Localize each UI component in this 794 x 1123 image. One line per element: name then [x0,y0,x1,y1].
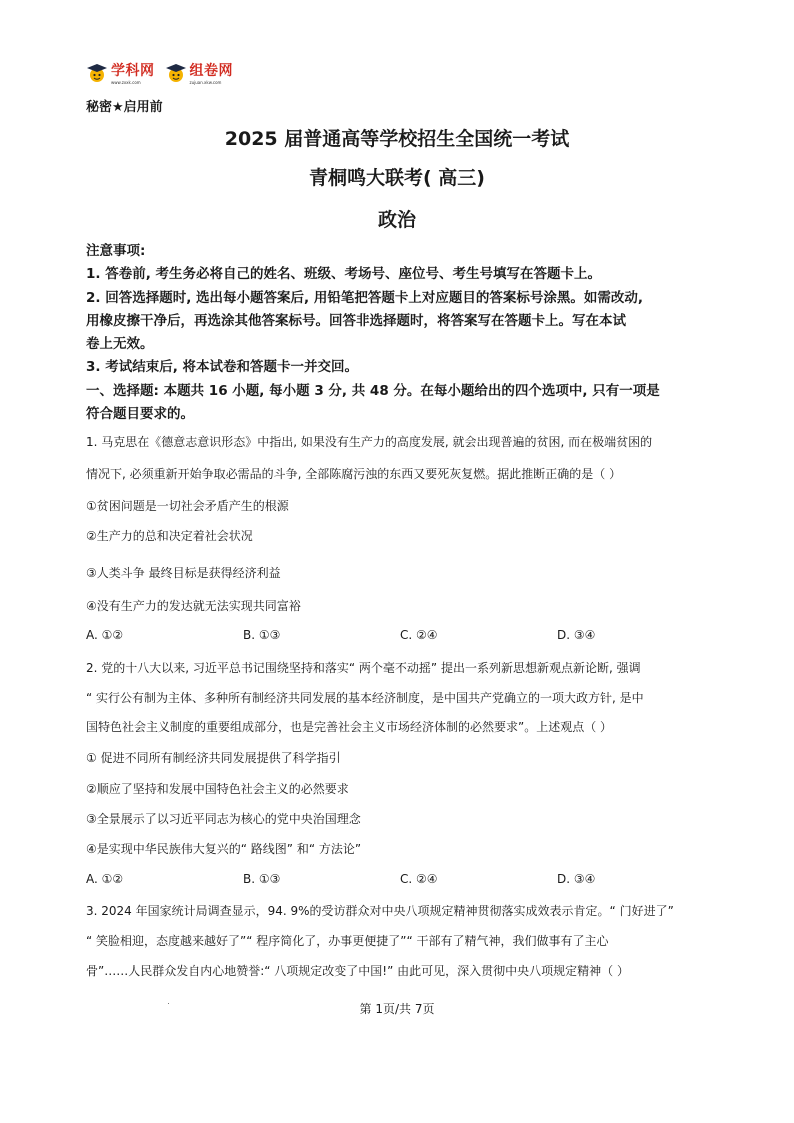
question-2-text: 2. 党的十八大以来, 习近平总书记围绕坚持和落实“ 两个毫不动摇” 提出一系列新思想新观点新论断, 强调 [86,661,641,675]
question-2-statement: ④是实现中华民族伟大复兴的“ 路线图” 和“ 方法论” [86,842,362,856]
page-number: 第 1页/共 7页 [359,1002,435,1016]
subject-title: 政治 [377,209,416,231]
option-c: C. ②④ [400,628,438,642]
option-a: A. ①② [86,628,124,642]
question-2-statement: ②顺应了坚持和发展中国特色社会主义的必然要求 [86,782,349,796]
option-b: B. ①③ [243,872,281,886]
notice-item: 3. 考试结束后, 将本试卷和答题卡一并交回。 [86,359,359,376]
question-1-statement: ④没有生产力的发达就无法实现共同富裕 [86,599,301,613]
logo-url: www.zxxk.com [111,80,141,85]
header-logos [86,63,233,85]
notice-item: 2. 回答选择题时, 选出每小题答案后, 用铅笔把答题卡上对应题目的答案标号涂黑。如需改动, [86,289,644,306]
graduate-cap-icon [165,63,187,83]
notice-heading: 注意事项: [86,243,146,259]
question-2-options [86,872,714,886]
option-c: C. ②④ [400,872,438,886]
question-3-text: 骨”……人民群众发自内心地赞誉:“ 八项规定改变了中国!” 由此可见，深入贯彻中央八项规定精神（ ） [86,964,629,978]
section-heading: 符合题目要求的。 [86,406,194,423]
logo-name: 学科网 [111,63,155,79]
zxxk-logo [86,63,155,85]
question-2-text: “ 实行公有制为主体、多种所有制经济共同发展的基本经济制度，是中国共产党确立的一项大政方针, 是中 [86,691,644,705]
logo-name: 组卷网 [189,63,233,79]
notice-item: 1. 答卷前, 考生务必将自己的姓名、班级、考场号、座位号、考生号填写在答题卡上。 [86,266,602,283]
question-1-statement: ①贫困问题是一切社会矛盾产生的根源 [86,499,289,513]
graduate-cap-icon [86,63,108,83]
option-d: D. ③④ [557,628,596,642]
question-1-statement: ③人类斗争 最终目标是获得经济利益 [86,566,281,580]
section-heading: 一、选择题: 本题共 16 小题, 每小题 3 分, 共 48 分。在每小题给出的四个选项中, 只有一项是 [86,382,660,399]
notice-item: 卷上无效。 [86,336,154,353]
question-2-statement: ③全景展示了以习近平同志为核心的党中央治国理念 [86,812,361,826]
question-1-text: 1. 马克思在《德意志意识形态》中指出, 如果没有生产力的高度发展, 就会出现普遍的贫困, 而在极端贫困的 [86,435,653,449]
question-2-text: 国特色社会主义制度的重要组成部分，也是完善社会主义市场经济体制的必然要求”。上述观点（ ） [86,720,613,734]
question-2-statement: ① 促进不同所有制经济共同发展提供了科学指引 [86,751,341,765]
notice-section [86,240,716,426]
exam-subtitle: 青桐鸣大联考( 高三) [309,167,485,189]
notice-item: 用橡皮擦干净后，再选涂其他答案标号。回答非选择题时，将答案写在答题卡上。写在本试 [86,312,626,329]
question-3-text: “ 笑脸相迎，态度越来越好了”“ 程序简化了，办事更便捷了”“ 干部有了精气神，我们做事有了主心 [86,934,609,948]
confidential-label: 秘密★启用前 [86,100,163,115]
question-1-statement: ②生产力的总和决定着社会状况 [86,529,253,543]
option-a: A. ①② [86,872,124,886]
exam-title: 2025 届普通高等学校招生全国统一考试 [224,128,570,150]
question-3-text: 3. 2024 年国家统计局调查显示，94. 9%的受访群众对中央八项规定精神贯彻落实成效表示肯定。“ 门好进了” [86,904,674,918]
question-1-text: 情况下, 必须重新开始争取必需品的斗争, 全部陈腐污浊的东西又要死灰复燃。据此推断正确的是（ ） [86,467,622,481]
option-d: D. ③④ [557,872,596,886]
zujuan-logo [165,63,234,85]
logo-url: zujuan.xkw.com [189,80,222,85]
question-1-options [86,628,714,642]
option-b: B. ①③ [243,628,281,642]
